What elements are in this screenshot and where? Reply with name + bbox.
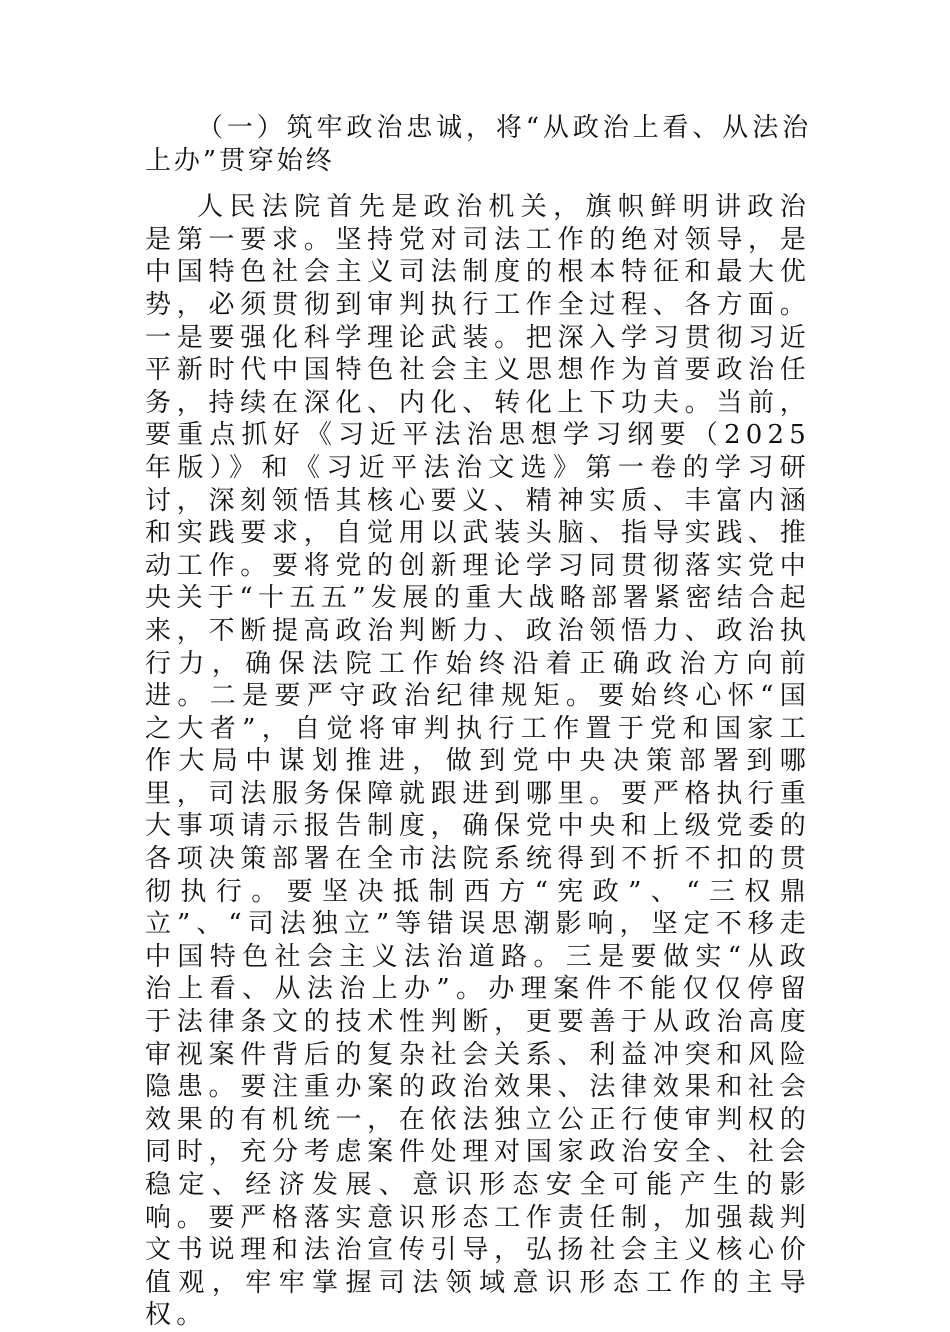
section-heading: （一）筑牢政治忠诚，将“从政治上看、从法治上办”贯穿始终 [145,113,811,176]
body-paragraph: 人民法院首先是政治机关，旗帜鲜明讲政治是第一要求。坚持党对司法工作的绝对领导，是中国特色社会主义司法制度的根本特征和最大优势，必须贯彻到审判执行工作全过程、各方面。一是要强化科学理论武装。把深入学习贯彻习近平新时代中国特色社会主义思想作为首要政治任务，持续在深化、内化、转化上下功夫。当前，要重点抓好《习近平法治思想学习纲要（2025年版）》和《习近平法治文选》第一卷的学习研讨，深刻领悟其核心要义、精神实质、丰富内涵和实践要求，自觉用以武装头脑、指导实践、推动工作。要将党的创新理论学习同贯彻落实党中央关于“十五五”发展的重大战略部署紧密结合起来，不断提高政治判断力、政治领悟力、政治执行力，确保法院工作始终沿着正确政治方向前进。二是要严守政治纪律规矩。要始终心怀“国之大者”，自觉将审判执行工作置于党和国家工作大局中谋划推进，做到党中央决策部署到哪里，司法服务保障就跟进到哪里。要严格执行重大事项请示报告制度，确保党中央和上级党委的各项决策部署在全市法院系统得到不折不扣的贯彻执行。要坚决抵制西方“宪政”、“三权鼎立”、“司法独立”等错误思潮影响，坚定不移走中国特色社会主义法治道路。三是要做实“从政治上看、从法治上办”。办理案件不能仅仅停留于法律条文的技术性判断，更要善于从政治高度审视案件背后的复杂社会关系、利益冲突和风险隐患。要注重办案的政治效果、法律效果和社会效果的有机统一，在依法独立公正行使审判权的同时，充分考虑案件处理对国家政治安全、社会稳定、经济发展、意识形态安全可能产生的影响。要严格落实意识形态工作责任制，加强裁判文书说理和法治宣传引导，弘扬社会主义核心价值观，牢牢掌握司法领域意识形态工作的主导权。 [145,192,811,1331]
document-page [145,112,811,1332]
